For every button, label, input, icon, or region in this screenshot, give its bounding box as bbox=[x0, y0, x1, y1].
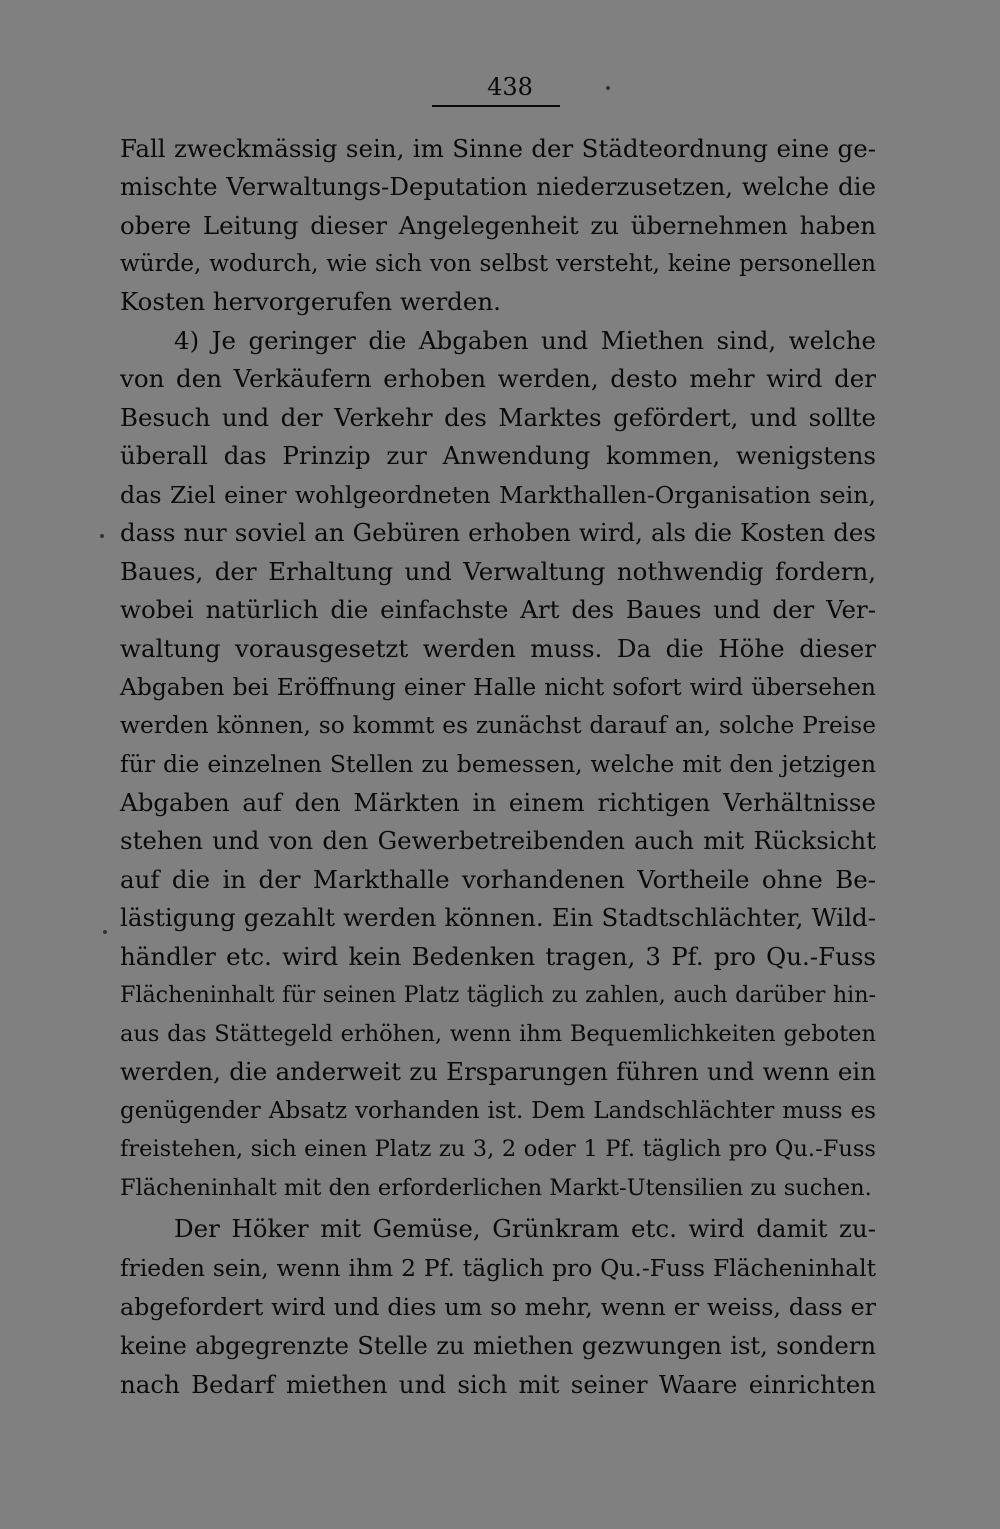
text-line: das Ziel einer wohlgeordneten Markthallen-Organisation sein, bbox=[120, 481, 876, 509]
text-line: frieden sein, wenn ihm 2 Pf. täglich pro Qu.-Fuss Flächeninhalt bbox=[120, 1254, 876, 1282]
text-line: nach Bedarf miethen und sich mit seiner Waare einrichten bbox=[120, 1370, 876, 1399]
text-line: auf die in der Markthalle vorhandenen Vortheile ohne Be- bbox=[120, 865, 876, 894]
text-line: überall das Prinzip zur Anwendung kommen, wenigstens bbox=[120, 441, 876, 470]
text-line: waltung vorausgesetzt werden muss. Da die Höhe dieser bbox=[120, 634, 876, 663]
scan-speck bbox=[606, 86, 610, 90]
text-line: abgefordert wird und dies um so mehr, wenn er weiss, dass er bbox=[120, 1293, 876, 1321]
text-line: Baues, der Erhaltung und Verwaltung nothwendig fordern, bbox=[120, 557, 876, 586]
text-line: werden können, so kommt es zunächst darauf an, solche Preise bbox=[120, 712, 876, 739]
text-line: Abgaben auf den Märkten in einem richtigen Verhältnisse bbox=[120, 788, 876, 817]
text-line: Der Höker mit Gemüse, Grünkram etc. wird damit zu- bbox=[174, 1214, 876, 1243]
text-line: Fall zweckmässig sein, im Sinne der Städteordnung eine ge- bbox=[120, 134, 876, 163]
text-line: mischte Verwaltungs-Deputation niederzusetzen, welche die bbox=[120, 172, 876, 201]
text-line: Kosten hervorgerufen werden. bbox=[120, 287, 501, 316]
scan-speck bbox=[103, 930, 107, 934]
text-line: Flächeninhalt mit den erforderlichen Markt-Utensilien zu suchen. bbox=[120, 1175, 872, 1201]
text-line: würde, wodurch, wie sich von selbst versteht, keine personellen bbox=[120, 251, 876, 277]
text-line: stehen und von den Gewerbetreibenden auch mit Rücksicht bbox=[120, 826, 876, 855]
text-line: werden, die anderweit zu Ersparungen führen und wenn ein bbox=[120, 1057, 876, 1086]
text-line: 4) Je geringer die Abgaben und Miethen sind, welche bbox=[174, 326, 876, 355]
text-line: wobei natürlich die einfachste Art des Baues und der Ver- bbox=[120, 595, 876, 624]
scan-speck bbox=[100, 534, 104, 538]
text-line: von den Verkäufern erhoben werden, desto mehr wird der bbox=[120, 364, 876, 393]
text-line: lästigung gezahlt werden können. Ein Stadtschlächter, Wild- bbox=[120, 903, 876, 932]
text-line: obere Leitung dieser Angelegenheit zu übernehmen haben bbox=[120, 211, 876, 240]
text-line: keine abgegrenzte Stelle zu miethen gezwungen ist, sondern bbox=[120, 1331, 876, 1360]
text-line: genügender Absatz vorhanden ist. Dem Landschlächter muss es bbox=[120, 1098, 876, 1124]
page-number: 438 bbox=[487, 73, 533, 101]
text-line: für die einzelnen Stellen zu bemessen, welche mit den jetzigen bbox=[120, 750, 876, 778]
text-line: Flächeninhalt für seinen Platz täglich zu zahlen, auch darüber hin- bbox=[120, 982, 876, 1008]
text-line: dass nur soviel an Gebüren erhoben wird, als die Kosten des bbox=[120, 518, 876, 547]
header-rule bbox=[432, 105, 560, 107]
text-line: aus das Stättegeld erhöhen, wenn ihm Bequemlichkeiten geboten bbox=[120, 1021, 876, 1047]
text-line: Abgaben bei Eröffnung einer Halle nicht sofort wird übersehen bbox=[120, 673, 876, 701]
text-line: händler etc. wird kein Bedenken tragen, 3 Pf. pro Qu.-Fuss bbox=[120, 942, 876, 971]
text-line: freistehen, sich einen Platz zu 3, 2 oder 1 Pf. täglich pro Qu.-Fuss bbox=[120, 1136, 876, 1162]
text-line: Besuch und der Verkehr des Marktes gefördert, und sollte bbox=[120, 403, 876, 432]
